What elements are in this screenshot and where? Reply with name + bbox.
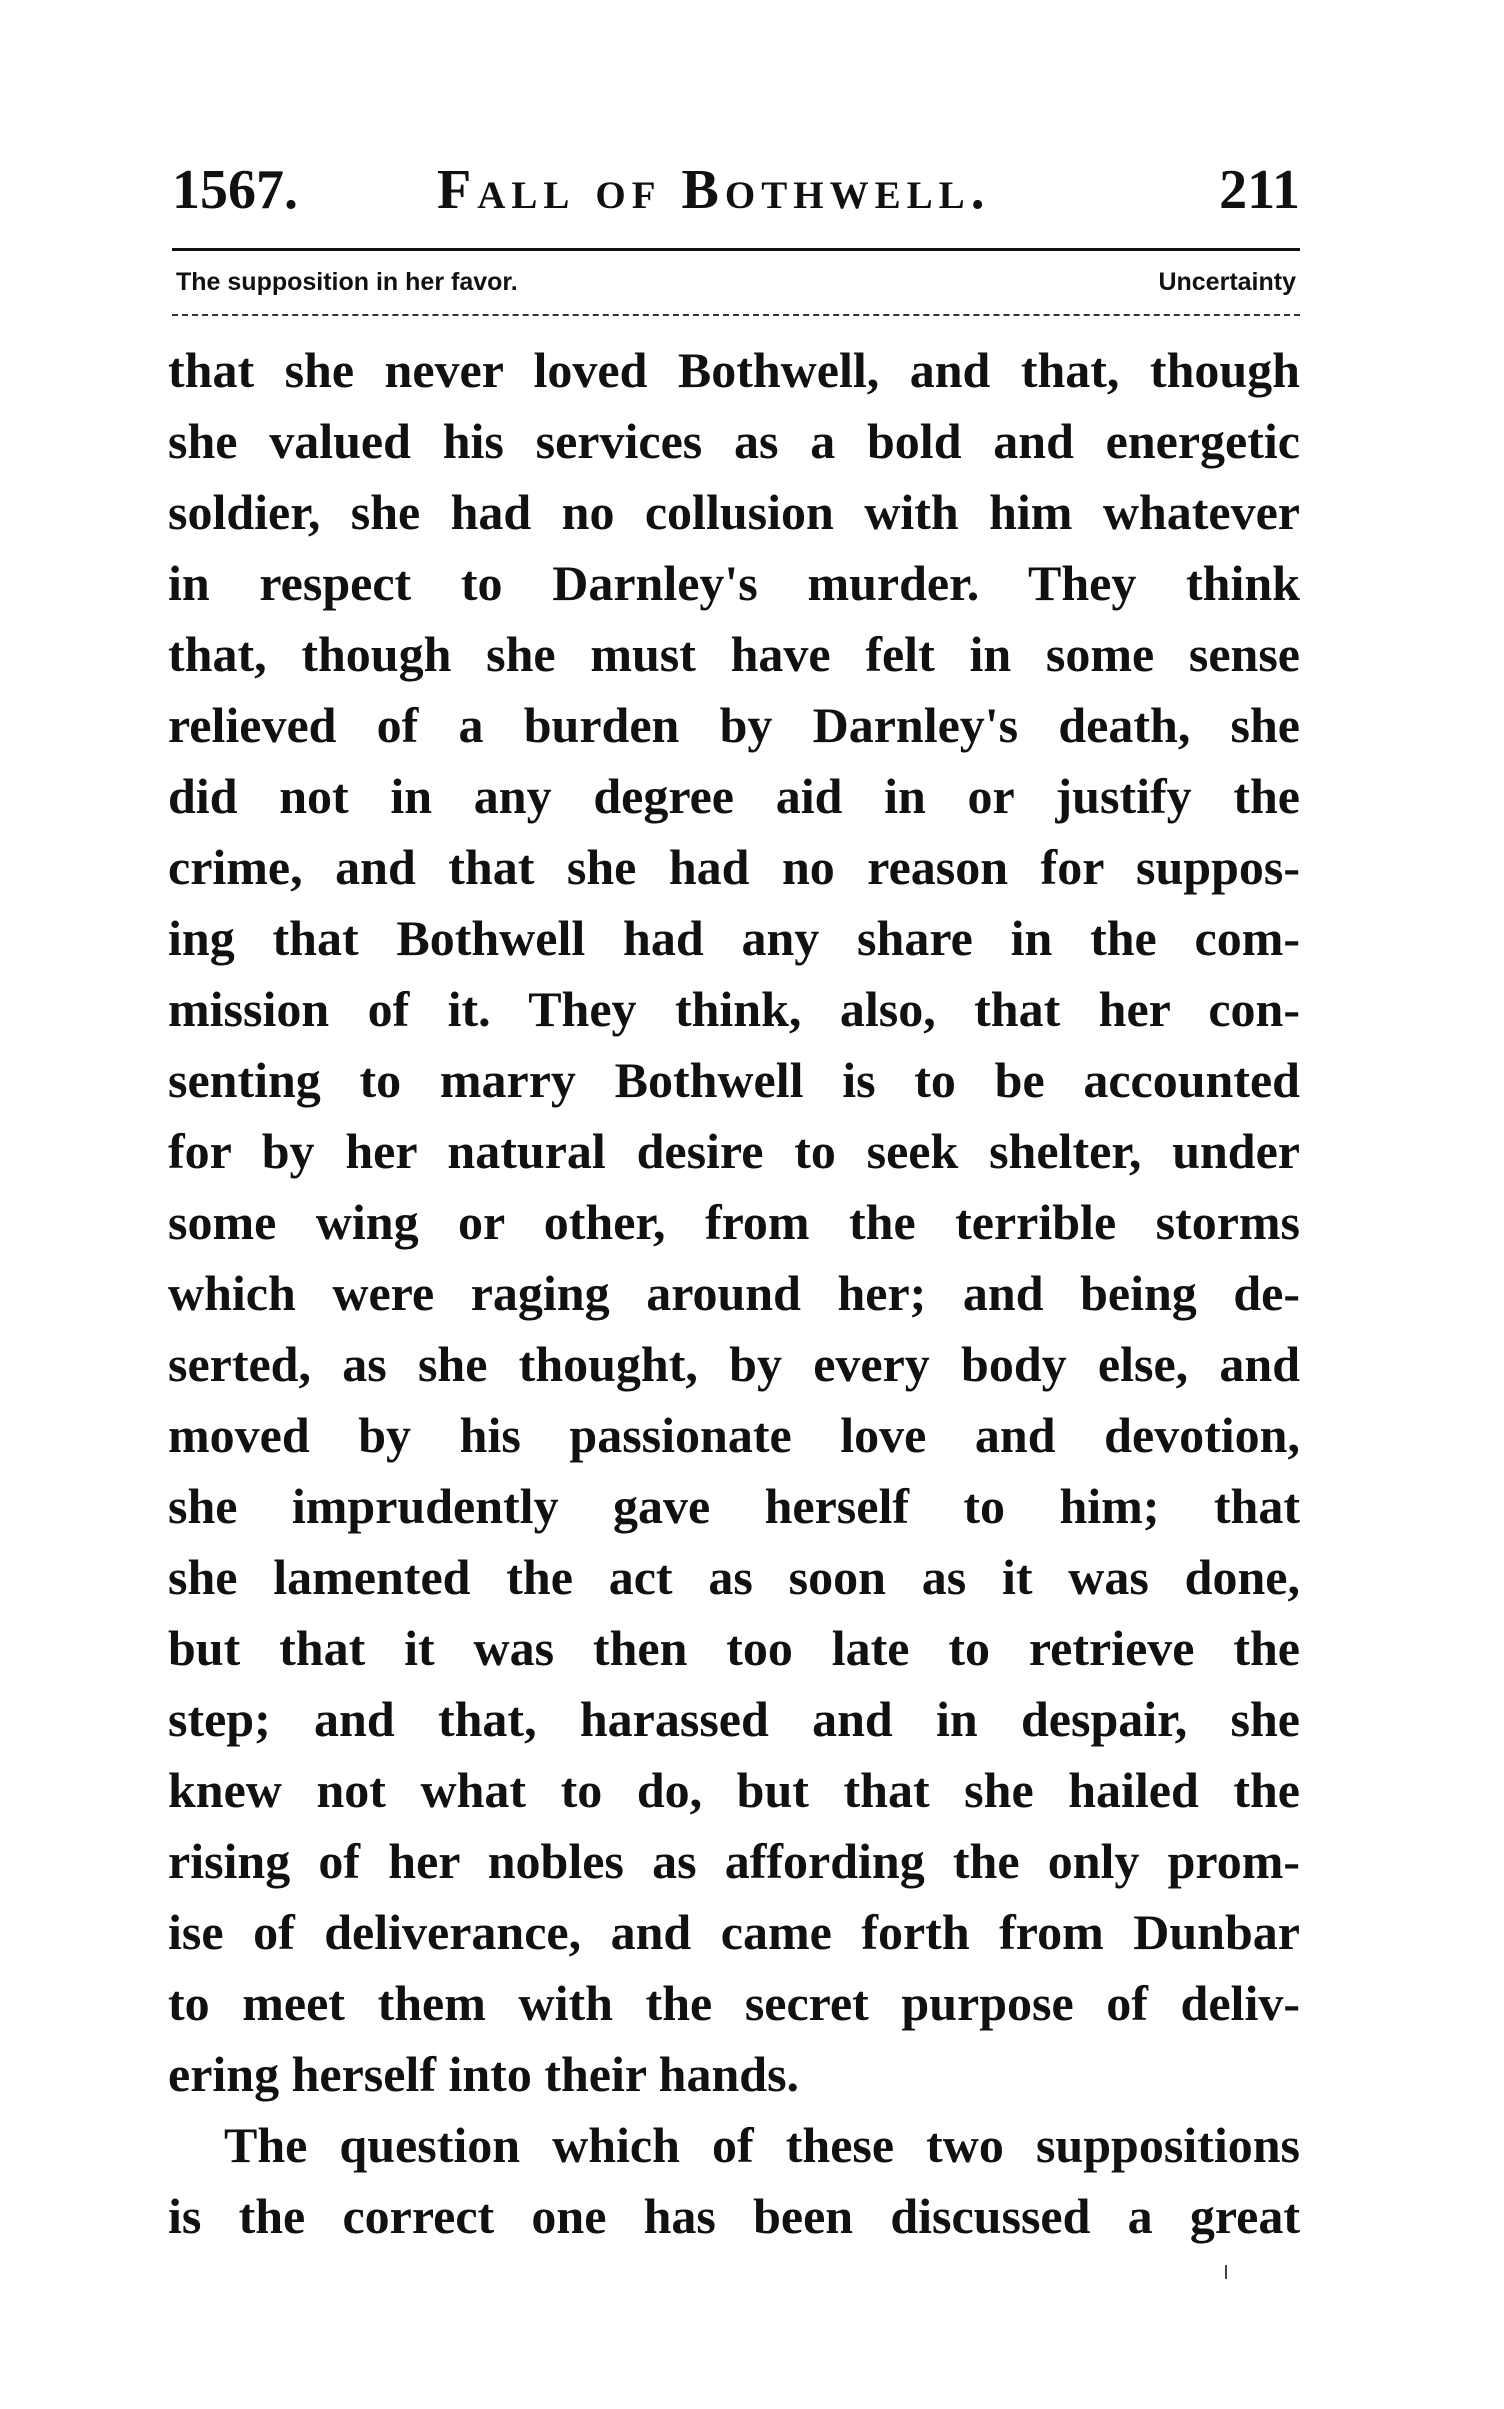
text-line: she imprudently gave herself to him; that [168, 1478, 1300, 1534]
body-text [168, 335, 1300, 2252]
text-line: knew not what to do, but that she hailed the [168, 1762, 1300, 1818]
text-line: moved by his passionate love and devotion, [168, 1407, 1300, 1463]
text-line: ise of deliverance, and came forth from Dunbar [168, 1904, 1300, 1960]
text-line: crime, and that she had no reason for suppos- [168, 839, 1300, 895]
text-line: some wing or other, from the terrible storms [168, 1194, 1300, 1250]
text-line: she valued his services as a bold and energetic [168, 413, 1300, 469]
text-line: serted, as she thought, by every body else, and [168, 1336, 1300, 1392]
text-line: mission of it. They think, also, that her con- [168, 981, 1300, 1037]
text-line: ering herself into their hands. [168, 2046, 800, 2102]
text-line: is the correct one has been discussed a great [168, 2188, 1300, 2244]
header-title: Fall of Bothwell. [437, 159, 991, 221]
shoulder-note-left: The supposition in her favor. [176, 268, 518, 296]
header-rule [172, 248, 1300, 251]
text-line: soldier, she had no collusion with him whatever [168, 484, 1300, 540]
text-line: that, though she must have felt in some sense [168, 626, 1300, 682]
text-line: step; and that, harassed and in despair, she [168, 1691, 1300, 1747]
print-speck [1225, 2265, 1227, 2279]
text-line: in respect to Darnley's murder. They think [168, 555, 1300, 611]
text-line: rising of her nobles as affording the only prom- [168, 1833, 1300, 1889]
text-line: senting to marry Bothwell is to be accounted [168, 1052, 1300, 1108]
running-head [172, 150, 1300, 230]
text-line: which were raging around her; and being de- [168, 1265, 1300, 1321]
shoulder-note-right: Uncertainty [1158, 268, 1296, 296]
text-line: ing that Bothwell had any share in the com- [168, 910, 1300, 966]
paragraph-2 [168, 2110, 1300, 2252]
text-line: relieved of a burden by Darnley's death, she [168, 697, 1300, 753]
page-number: 211 [1219, 159, 1300, 221]
paragraph-1 [168, 335, 1300, 2110]
text-line: that she never loved Bothwell, and that, though [168, 342, 1300, 398]
text-line: The question which of these two suppositions [224, 2117, 1300, 2173]
shoulder-rule [172, 314, 1300, 316]
shoulder-notes [172, 262, 1300, 302]
header-year: 1567. [172, 159, 298, 221]
text-line: for by her natural desire to seek shelter, under [168, 1123, 1300, 1179]
text-line: did not in any degree aid in or justify the [168, 768, 1300, 824]
text-line: but that it was then too late to retrieve the [168, 1620, 1300, 1676]
text-line: she lamented the act as soon as it was done, [168, 1549, 1300, 1605]
text-line: to meet them with the secret purpose of deliv- [168, 1975, 1300, 2031]
